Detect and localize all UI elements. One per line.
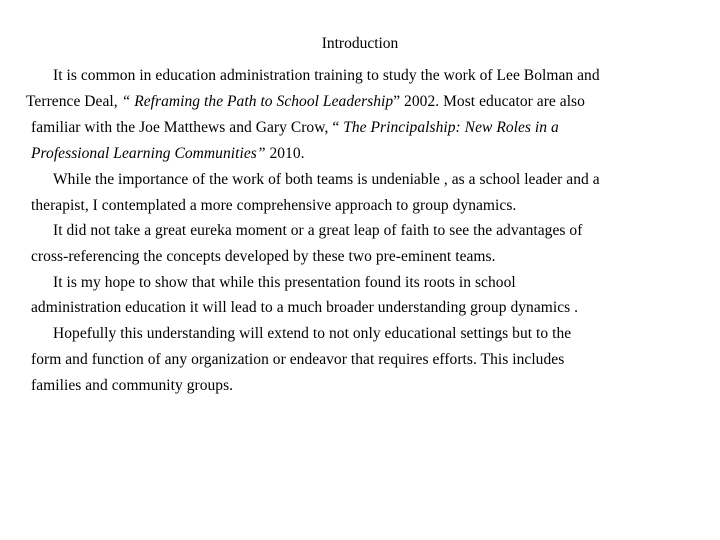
- paragraph-5-line-1: [53, 324, 571, 344]
- text-segment: 2010.: [265, 145, 305, 162]
- text-segment: ” 2002. Most educator are also: [393, 93, 585, 110]
- paragraph-4-line-1: [53, 273, 516, 293]
- paragraph-1-line-2: [26, 92, 585, 112]
- text-segment: therapist, I contemplated a more comprehensive approach to group dynamics.: [31, 197, 517, 214]
- text-segment: It is common in education administration training to study the work of Lee Bolman and: [53, 67, 600, 84]
- paragraph-4-line-2: [31, 298, 578, 318]
- paragraph-1-line-4: [31, 144, 305, 164]
- paragraph-5-line-3: [31, 376, 233, 396]
- book-title-principalship: The Principalship: New Roles in a: [343, 119, 559, 136]
- paragraph-3-line-1: [53, 221, 582, 241]
- page-title: Introduction: [321, 35, 399, 52]
- text-segment: Terrence Deal,: [26, 93, 122, 110]
- book-title-principalship-cont: Professional Learning Communities”: [31, 145, 266, 162]
- text-segment: families and community groups.: [31, 377, 234, 394]
- text-segment: administration education it will lead to a much broader understanding group dynamics .: [31, 299, 579, 316]
- book-title-reframing: “ Reframing the Path to School Leadership: [121, 93, 394, 110]
- text-segment: It is my hope to show that while this presentation found its roots in school: [53, 274, 516, 291]
- paragraph-1-line-3: [31, 118, 559, 138]
- text-segment: familiar with the Joe Matthews and Gary Crow, “: [31, 119, 344, 136]
- text-segment: form and function of any organization or endeavor that requires efforts. This includes: [31, 351, 565, 368]
- text-segment: It did not take a great eureka moment or a great leap of faith to see the advantages of: [53, 222, 583, 239]
- paragraph-1-line-1: [53, 66, 600, 86]
- paragraph-5-line-2: [31, 350, 564, 370]
- text-segment: While the importance of the work of both teams is undeniable , as a school leader and a: [53, 171, 600, 188]
- text-segment: cross-referencing the concepts developed by these two pre-eminent teams.: [31, 248, 496, 265]
- paragraph-3-line-2: [31, 247, 496, 267]
- paragraph-2-line-1: [53, 170, 600, 190]
- paragraph-2-line-2: [31, 196, 516, 216]
- text-segment: Hopefully this understanding will extend to not only educational settings but to the: [53, 325, 572, 342]
